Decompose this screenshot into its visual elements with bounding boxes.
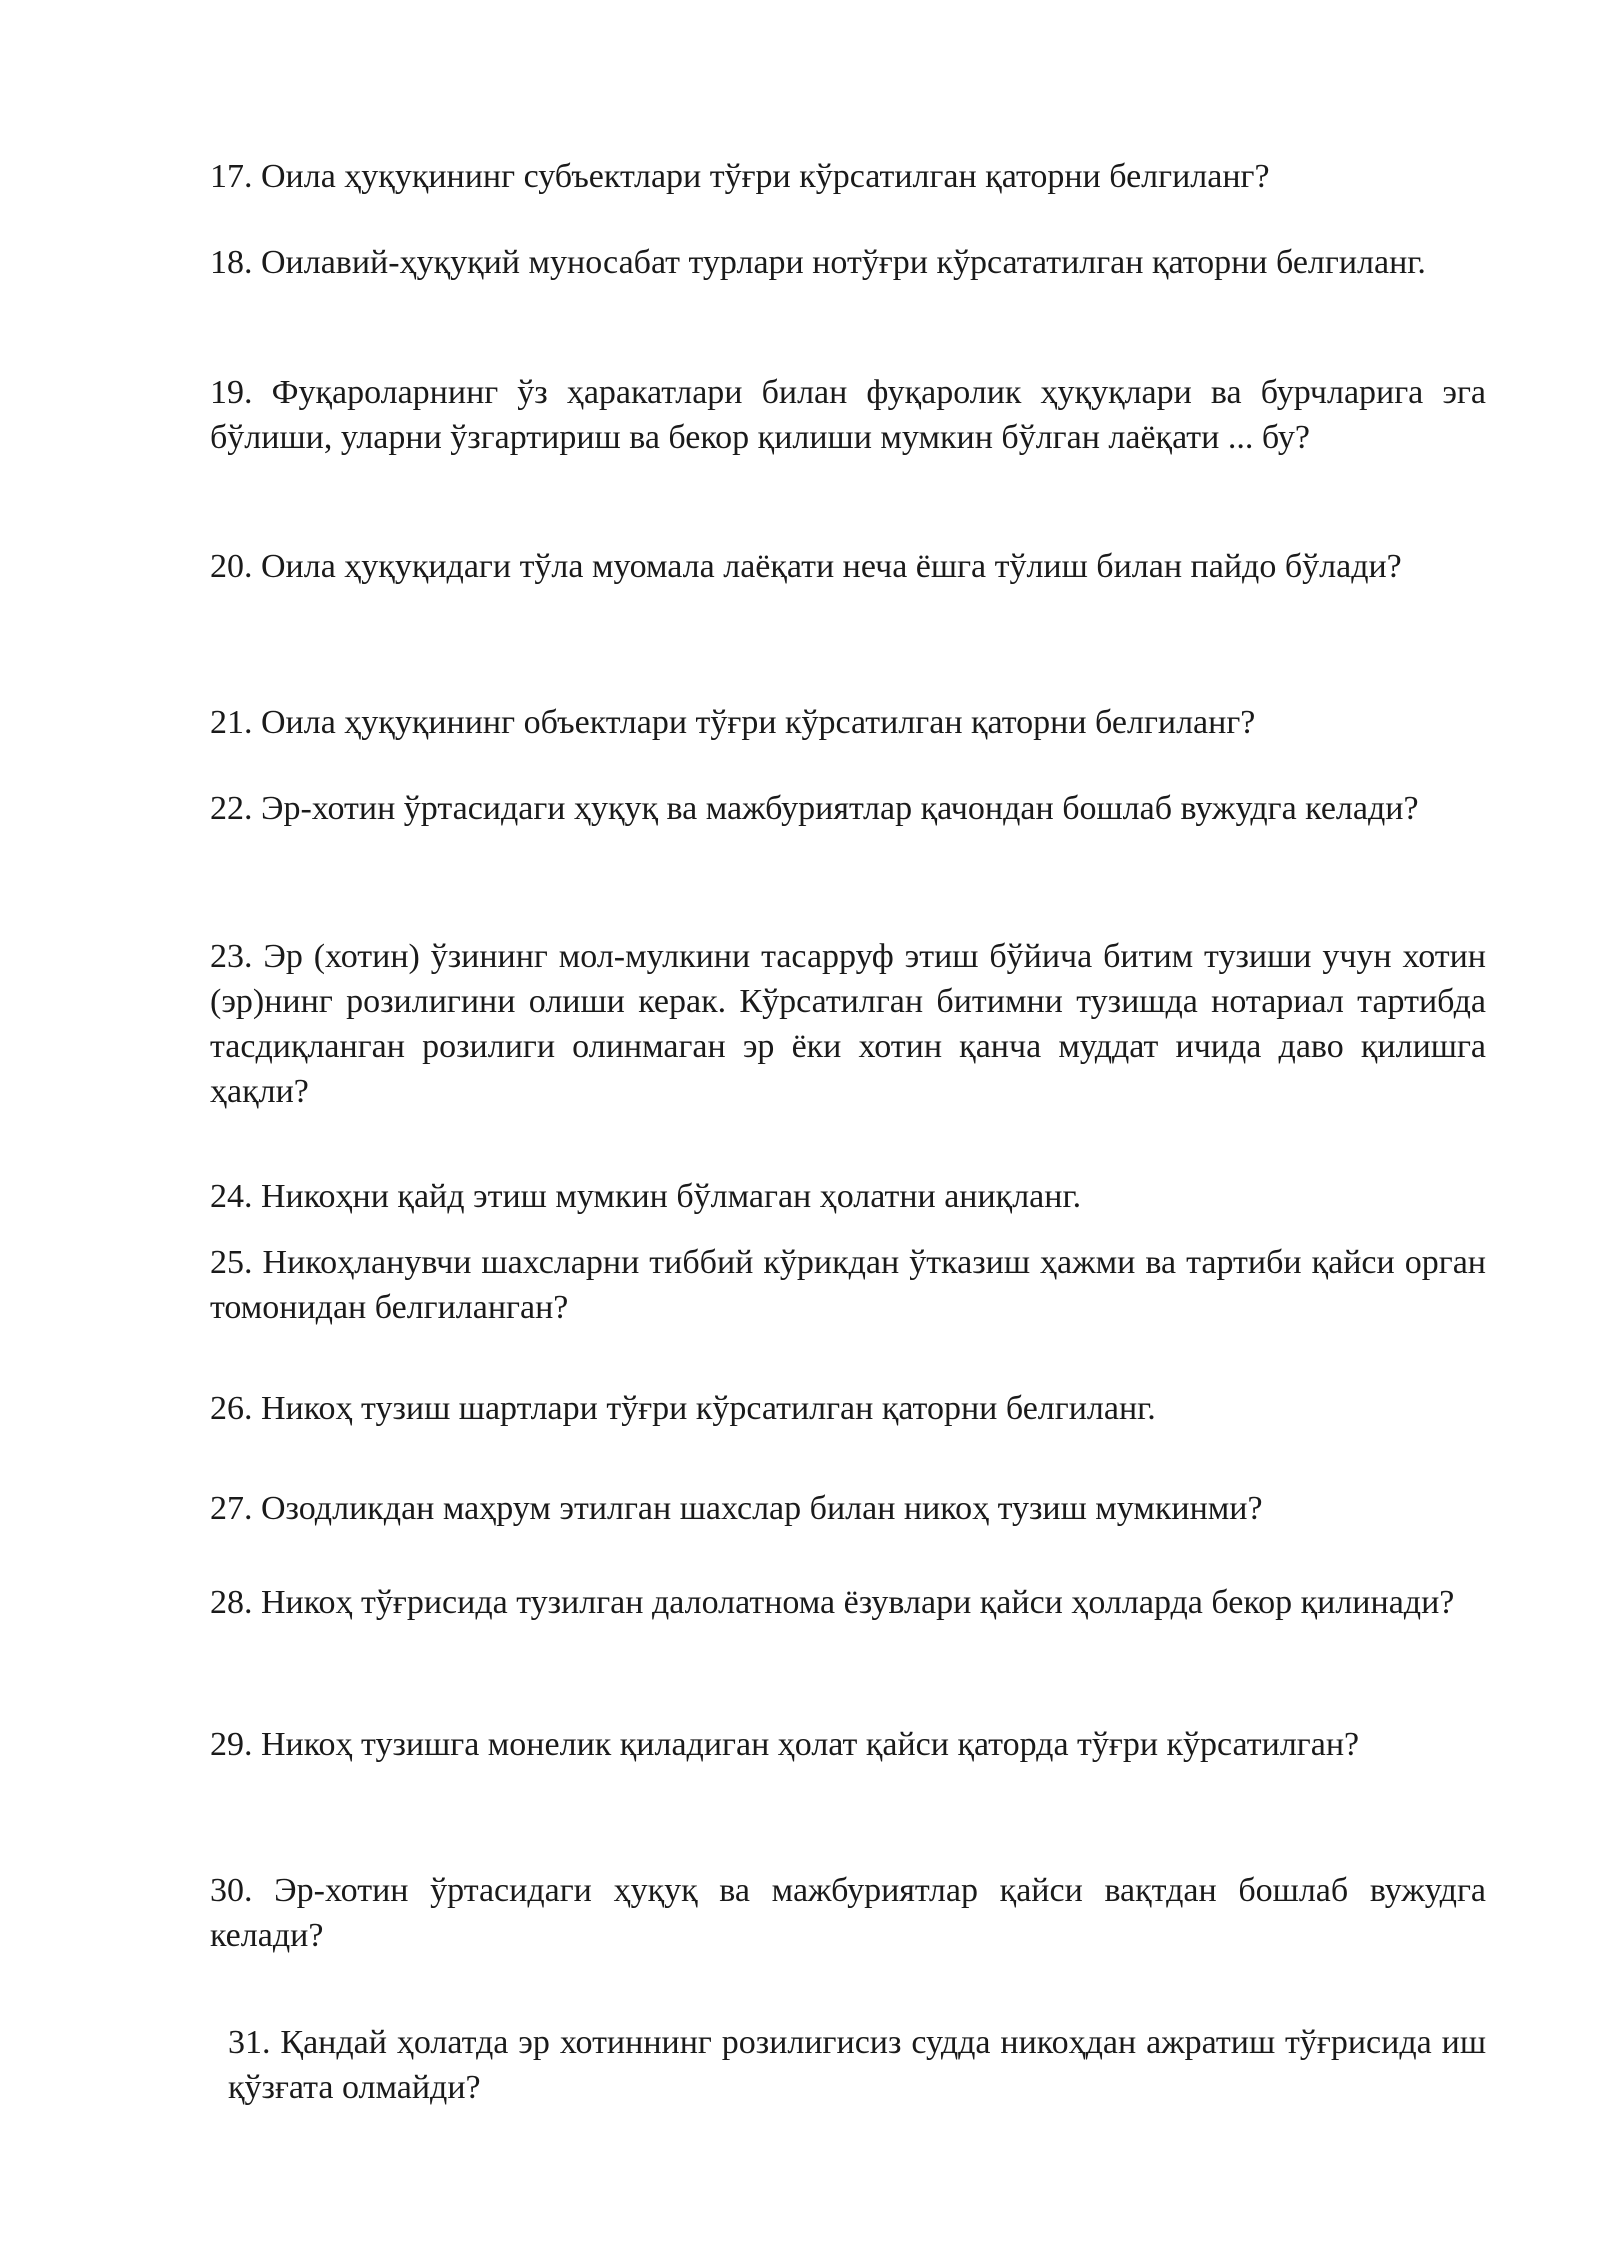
question-28: 28. Никоҳ тўғрисида тузилган далолатнома ёзувлари қайси ҳолларда бекор қилинади? <box>210 1584 1455 1621</box>
question-22: 22. Эр-хотин ўртасидаги ҳуқуқ ва мажбуриятлар қачондан бошлаб вужудга келади? <box>210 790 1419 827</box>
question-19: 19. Фуқароларнинг ўз ҳаракатлари билан фуқаролик ҳуқуқлари ва бурчларига эга бўлиши, уларни ўзгартириш ва бекор қилиши мумкин бўлган лаёқати ... бу? <box>210 374 1486 456</box>
question-30: 30. Эр-хотин ўртасидаги ҳуқуқ ва мажбуриятлар қайси вақтдан бошлаб вужудга келади? <box>210 1872 1486 1954</box>
question-26: 26. Никоҳ тузиш шартлари тўғри кўрсатилган қаторни белгиланг. <box>210 1390 1156 1427</box>
question-21: 21. Оила ҳуқуқининг объектлари тўғри кўрсатилган қаторни белгиланг? <box>210 704 1256 741</box>
question-18: 18. Оилавий-ҳуқуқий муносабат турлари нотўғри кўрсататилган қаторни белгиланг. <box>210 244 1426 281</box>
question-17: 17. Оила ҳуқуқининг субъектлари тўғри кўрсатилган қаторни белгиланг? <box>210 158 1270 195</box>
question-23: 23. Эр (хотин) ўзининг мол-мулкини тасарруф этиш бўйича битим тузиши учун хотин (эр)нинг розилигини олиши керак. Кўрсатилган битимни тузишда нотариал тартибда тасдиқланган розилиги олинмаган эр ёки хотин қанча муддат ичида даво қилишга ҳақли? <box>210 938 1486 1110</box>
question-29: 29. Никоҳ тузишга монелик қиладиган ҳолат қайси қаторда тўғри кўрсатилган? <box>210 1726 1360 1763</box>
question-31: 31. Қандай ҳолатда эр хотиннинг розилигисиз судда никоҳдан ажратиш тўғрисида иш қўзғата олмайди? <box>228 2024 1486 2106</box>
question-27: 27. Озодликдан маҳрум этилган шахслар билан никоҳ тузиш мумкинми? <box>210 1490 1263 1527</box>
question-20: 20. Оила ҳуқуқидаги тўла муомала лаёқати неча ёшга тўлиш билан пайдо бўлади? <box>210 548 1402 585</box>
question-24: 24. Никоҳни қайд этиш мумкин бўлмаган ҳолатни аниқланг. <box>210 1178 1082 1215</box>
question-25: 25. Никоҳланувчи шахсларни тиббий кўрикдан ўтказиш ҳажми ва тартиби қайси орган томонидан белгиланган? <box>210 1244 1486 1326</box>
